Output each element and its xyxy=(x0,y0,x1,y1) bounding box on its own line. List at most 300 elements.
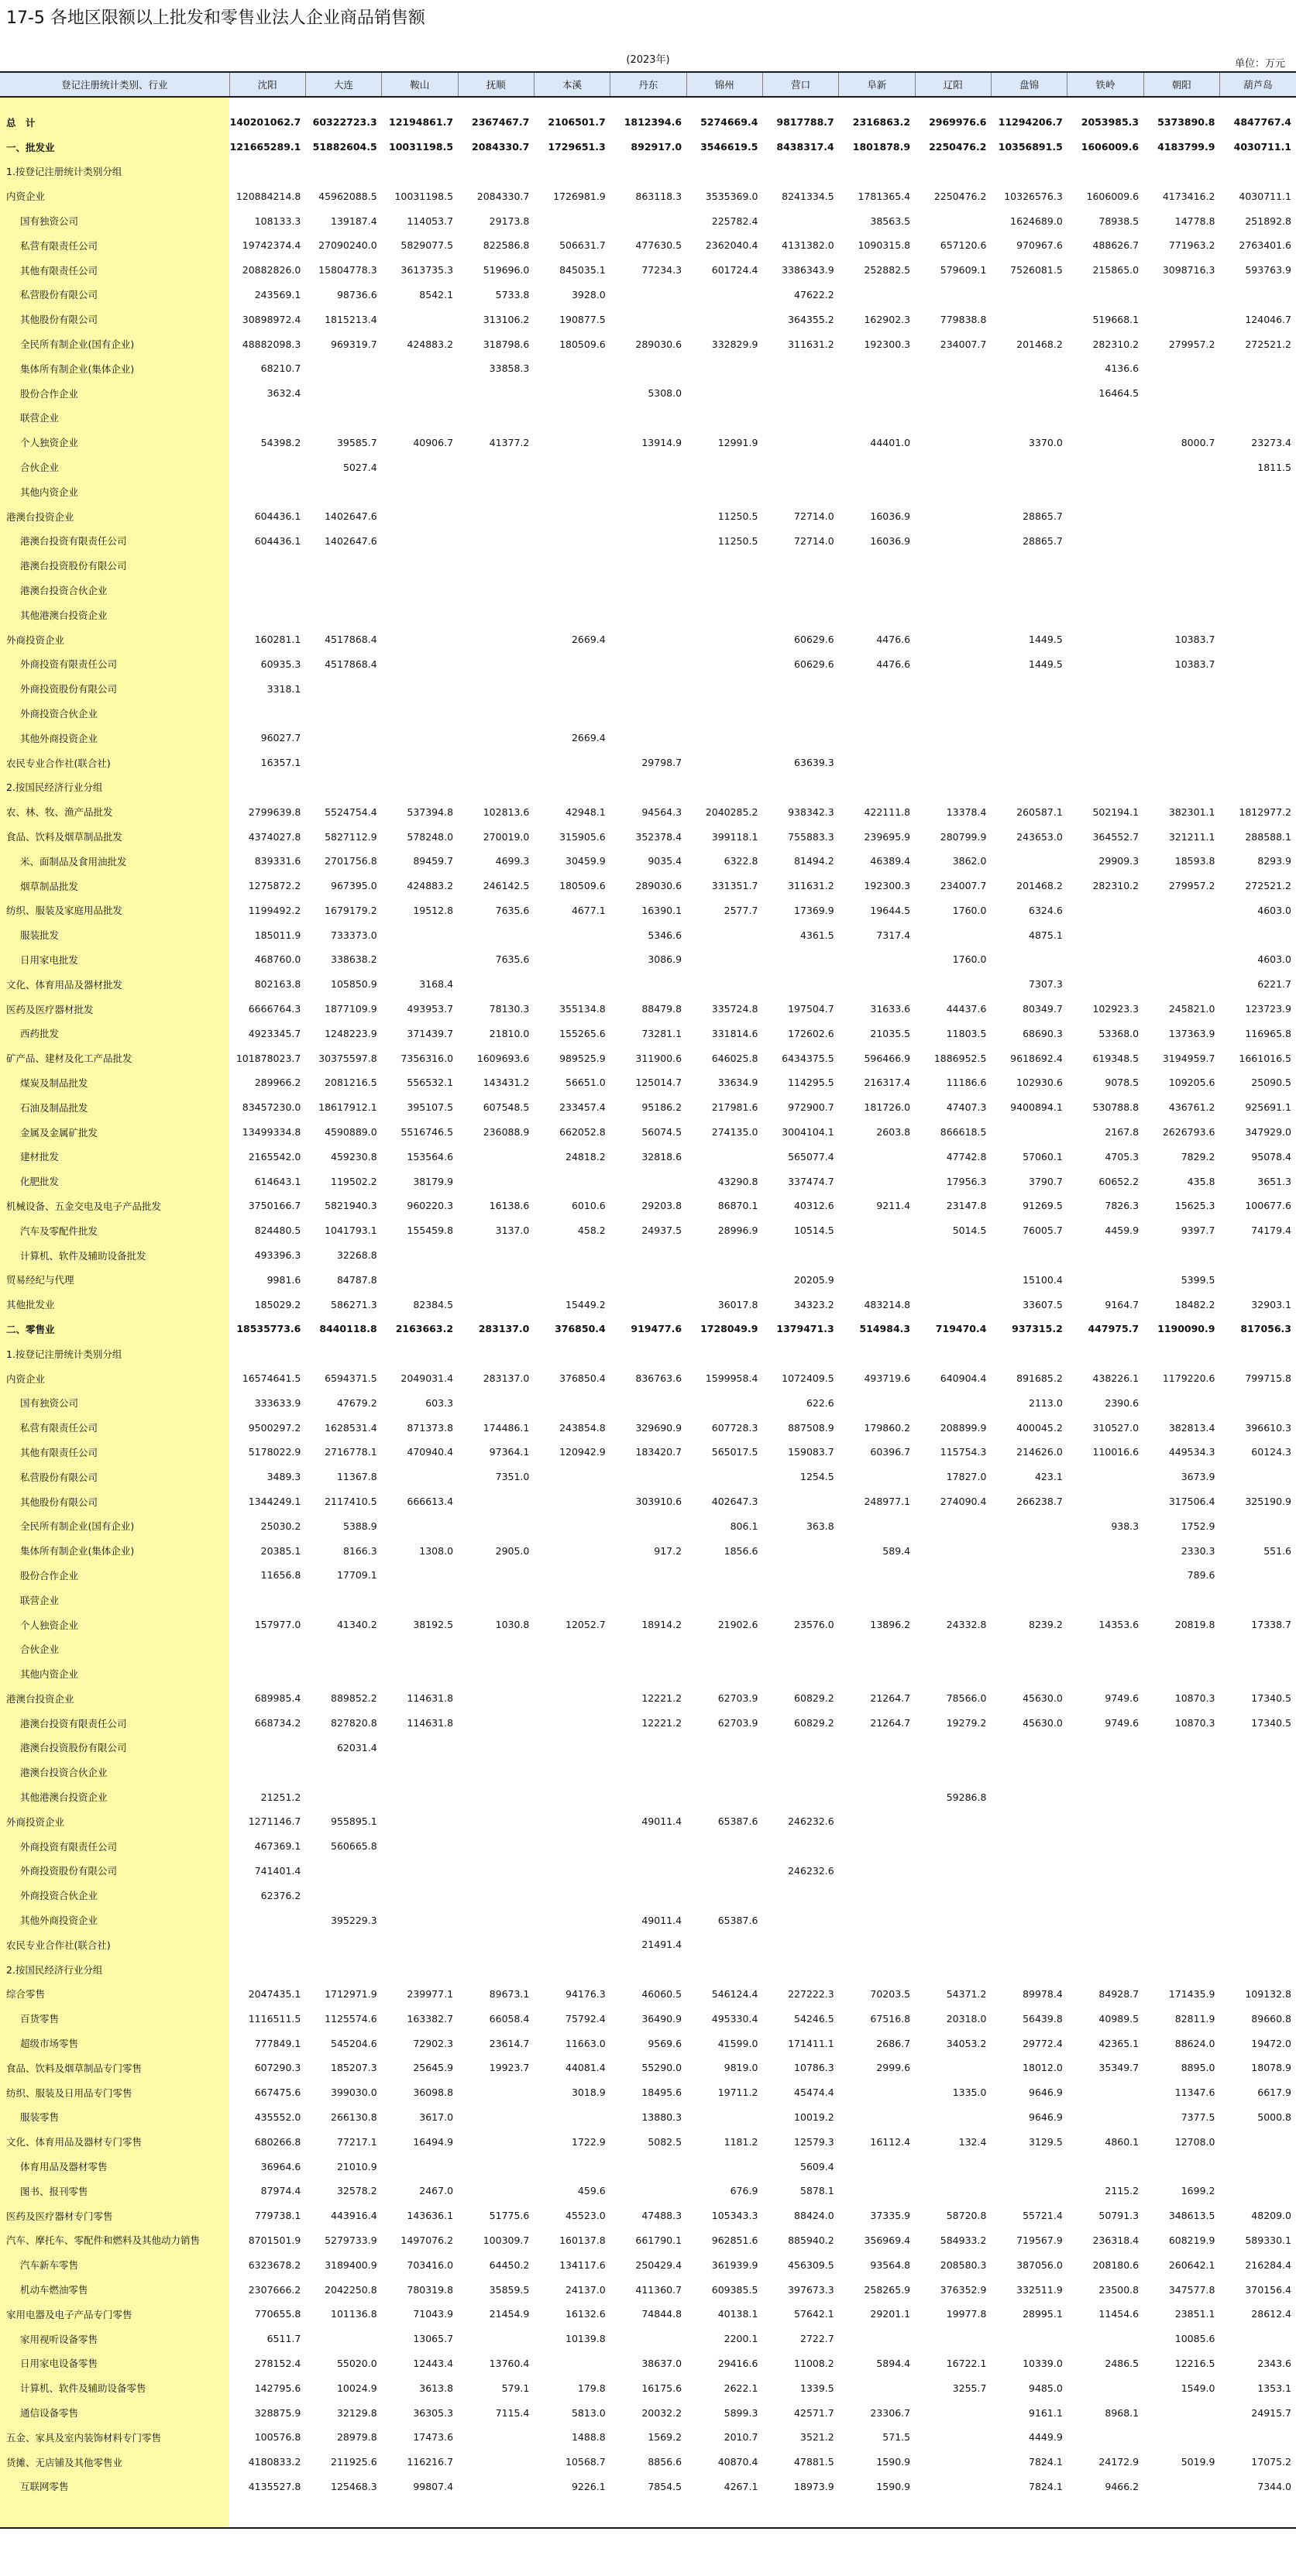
row-label: 矿产品、建材及化工产品批发 xyxy=(0,1046,229,1070)
cell-value xyxy=(382,1513,458,1538)
cell-value: 2084330.7 xyxy=(476,190,530,202)
cell-value xyxy=(534,2154,610,2179)
row-label: 体育用品及器材零售 xyxy=(0,2154,229,2179)
cell-value: 42571.7 xyxy=(794,2406,834,2419)
cell-value xyxy=(915,1538,991,1563)
cell-value: 49011.4 xyxy=(641,1914,682,1926)
cell-value: 17075.2 xyxy=(1251,2456,1291,2468)
row-label: 家用电器及电子产品专门零售 xyxy=(0,2302,229,2327)
cell-value: 185029.2 xyxy=(254,1298,301,1310)
cell-value: 20882826.0 xyxy=(242,264,301,276)
cell-value xyxy=(915,2475,991,2499)
row-label: 农民专业合作社(联合社) xyxy=(0,1932,229,1957)
cell-value xyxy=(915,701,991,726)
cell-value: 1599958.4 xyxy=(705,1372,758,1385)
cell-value xyxy=(1219,1784,1296,1809)
cell-value xyxy=(686,947,762,972)
cell-value: 274135.0 xyxy=(711,1126,758,1139)
cell-value: 24137.0 xyxy=(565,2283,606,2296)
cell-value: 157977.0 xyxy=(254,1619,301,1630)
cell-value: 155459.8 xyxy=(407,1224,454,1237)
row-label: 总 计 xyxy=(0,110,229,135)
table-row xyxy=(0,1637,1296,1661)
cell-value xyxy=(458,578,534,603)
cell-value: 9226.1 xyxy=(571,2480,606,2492)
cell-value xyxy=(1143,1784,1219,1809)
cell-value: 6324.6 xyxy=(1029,904,1063,916)
table-row xyxy=(0,381,1296,406)
cell-value: 459230.8 xyxy=(331,1150,377,1163)
cell-value xyxy=(610,726,686,750)
cell-value: 12443.4 xyxy=(413,2357,454,2369)
cell-value xyxy=(305,1784,381,1809)
row-label: 合伙企业 xyxy=(0,1637,229,1661)
cell-value xyxy=(610,1637,686,1661)
cell-value: 2115.2 xyxy=(1105,2185,1140,2197)
table-title: 17-5 各地区限额以上批发和零售业法人企业商品销售额 xyxy=(6,9,425,28)
cell-value: 248977.1 xyxy=(864,1496,911,1508)
cell-value: 3086.9 xyxy=(648,953,682,966)
cell-value xyxy=(686,1661,762,1686)
cell-value xyxy=(1067,2375,1143,2400)
cell-value xyxy=(1219,504,1296,529)
cell-value xyxy=(991,406,1067,431)
cell-value: 5821940.3 xyxy=(325,1200,377,1212)
cell-value: 10024.9 xyxy=(336,2382,377,2394)
cell-value xyxy=(458,1809,534,1834)
cell-value: 227222.3 xyxy=(788,1987,834,2000)
cell-value: 20318.0 xyxy=(946,2012,987,2025)
cell-value: 2626793.6 xyxy=(1162,1126,1215,1139)
cell-value xyxy=(762,701,838,726)
cell-value: 2330.3 xyxy=(1181,1544,1215,1557)
cell-value xyxy=(229,406,305,431)
cell-value: 260642.1 xyxy=(1168,2258,1215,2271)
cell-value xyxy=(915,603,991,627)
cell-value: 123723.9 xyxy=(1245,1003,1291,1015)
cell-value: 10870.3 xyxy=(1174,1692,1215,1705)
cell-value xyxy=(1219,627,1296,652)
cell-value xyxy=(305,1637,381,1661)
cell-value: 586271.3 xyxy=(331,1298,377,1310)
cell-value: 95186.2 xyxy=(641,1101,682,1114)
cell-value: 13880.3 xyxy=(641,2111,682,2123)
row-label: 2.按国民经济行业分组 xyxy=(0,1957,229,1982)
cell-value xyxy=(610,1859,686,1884)
cell-value xyxy=(915,2425,991,2450)
cell-value xyxy=(305,1957,381,1982)
cell-value: 2722.7 xyxy=(800,2333,834,2345)
cell-value: 23851.1 xyxy=(1174,2308,1215,2320)
cell-value: 99807.4 xyxy=(413,2480,454,2492)
cell-value: 438226.1 xyxy=(1092,1372,1140,1385)
cell-value: 5878.1 xyxy=(800,2185,834,2197)
table-row xyxy=(0,578,1296,603)
row-label: 1.按登记注册统计类别分组 xyxy=(0,1341,229,1366)
cell-value: 24915.7 xyxy=(1251,2406,1291,2419)
cell-value xyxy=(382,1908,458,1932)
cell-value: 530788.8 xyxy=(1092,1101,1140,1114)
cell-value xyxy=(229,603,305,627)
cell-value: 10019.2 xyxy=(794,2111,834,2123)
table-row xyxy=(0,726,1296,750)
table-row xyxy=(0,1267,1296,1292)
cell-value xyxy=(991,1932,1067,1957)
cell-value: 3489.3 xyxy=(266,1471,301,1483)
cell-value xyxy=(1219,1859,1296,1884)
cell-value xyxy=(762,1637,838,1661)
cell-value: 1590.9 xyxy=(876,2480,911,2492)
cell-value xyxy=(610,1784,686,1809)
cell-value xyxy=(458,1908,534,1932)
cell-value xyxy=(382,2499,458,2528)
cell-value: 771963.2 xyxy=(1168,239,1215,252)
cell-value: 607548.5 xyxy=(483,1101,530,1114)
cell-value xyxy=(534,1465,610,1489)
cell-value xyxy=(1143,97,1219,110)
cell-value xyxy=(534,603,610,627)
cell-value: 89978.4 xyxy=(1023,1987,1063,2000)
cell-value xyxy=(839,2327,915,2351)
cell-value xyxy=(458,2105,534,2130)
cell-value: 56439.8 xyxy=(1023,2012,1063,2025)
cell-value xyxy=(1067,504,1143,529)
table-row xyxy=(0,1317,1296,1341)
cell-value xyxy=(229,1588,305,1613)
cell-value xyxy=(458,504,534,529)
row-label: 其他内资企业 xyxy=(0,479,229,504)
table-row xyxy=(0,1243,1296,1268)
cell-value xyxy=(1067,1859,1143,1884)
cell-value xyxy=(991,1809,1067,1834)
cell-value: 32818.6 xyxy=(641,1150,682,1163)
cell-value xyxy=(610,356,686,381)
cell-value: 10870.3 xyxy=(1174,1717,1215,1729)
cell-value: 668734.2 xyxy=(254,1717,301,1729)
cell-value xyxy=(686,1957,762,1982)
cell-value: 18535773.6 xyxy=(236,1323,301,1335)
cell-value: 4374027.8 xyxy=(248,830,301,843)
cell-value: 395229.3 xyxy=(331,1914,377,1926)
cell-value xyxy=(534,922,610,947)
cell-value: 3613735.3 xyxy=(400,264,454,276)
cell-value: 60629.6 xyxy=(794,634,834,646)
cell-value: 1181.2 xyxy=(724,2135,758,2148)
cell-value xyxy=(991,479,1067,504)
cell-value: 76005.7 xyxy=(1023,1224,1063,1237)
cell-value: 4135527.8 xyxy=(248,2480,301,2492)
cell-value: 1569.2 xyxy=(648,2431,682,2444)
cell-value xyxy=(534,1932,610,1957)
cell-value xyxy=(382,479,458,504)
cell-value: 4361.5 xyxy=(800,929,834,941)
row-label: 综合零售 xyxy=(0,1982,229,2007)
cell-value: 23147.8 xyxy=(946,1200,987,1212)
cell-value xyxy=(305,479,381,504)
cell-value: 371439.7 xyxy=(407,1027,454,1039)
cell-value: 435552.0 xyxy=(254,2111,301,2123)
cell-value: 28996.9 xyxy=(717,1224,758,1237)
cell-value: 36098.8 xyxy=(413,2087,454,2099)
cell-value xyxy=(1067,652,1143,677)
table-row xyxy=(0,307,1296,331)
cell-value xyxy=(839,578,915,603)
row-label: 私营有限责任公司 xyxy=(0,233,229,258)
cell-value xyxy=(839,1637,915,1661)
cell-value: 397673.3 xyxy=(788,2283,834,2296)
cell-value: 47488.3 xyxy=(641,2210,682,2222)
row-label: 私营有限责任公司 xyxy=(0,1415,229,1440)
cell-value: 20819.8 xyxy=(1174,1619,1215,1630)
cell-value: 94564.3 xyxy=(641,805,682,818)
row-label: 港澳台投资股份有限公司 xyxy=(0,553,229,578)
cell-value xyxy=(382,1957,458,1982)
table-end-row xyxy=(0,2499,1296,2528)
cell-value: 937315.2 xyxy=(1012,1323,1063,1335)
cell-value xyxy=(1143,2154,1219,2179)
cell-value: 399030.0 xyxy=(331,2087,377,2099)
cell-value xyxy=(1067,160,1143,184)
cell-value xyxy=(534,1686,610,1711)
cell-value: 91269.5 xyxy=(1023,1200,1063,1212)
cell-value: 108133.3 xyxy=(254,215,301,227)
cell-value xyxy=(915,1267,991,1292)
cell-value: 13499334.8 xyxy=(242,1126,301,1139)
cell-value: 60829.2 xyxy=(794,1717,834,1729)
cell-value: 42948.1 xyxy=(565,805,606,818)
cell-value xyxy=(915,356,991,381)
cell-value: 4875.1 xyxy=(1029,929,1063,941)
cell-value xyxy=(534,406,610,431)
cell-value: 44437.6 xyxy=(946,1003,987,1015)
row-label: 港澳台投资合伙企业 xyxy=(0,1760,229,1784)
cell-value xyxy=(610,1563,686,1588)
table-row xyxy=(0,356,1296,381)
cell-value xyxy=(915,1736,991,1760)
cell-value: 289030.6 xyxy=(635,338,682,350)
cell-value xyxy=(305,775,381,800)
cell-value xyxy=(305,1883,381,1908)
cell-value: 11294206.7 xyxy=(998,116,1063,129)
cell-value xyxy=(1067,947,1143,972)
cell-value xyxy=(991,1908,1067,1932)
table-row xyxy=(0,2375,1296,2400)
cell-value xyxy=(1143,406,1219,431)
cell-value: 8440118.8 xyxy=(319,1323,377,1335)
cell-value: 827820.8 xyxy=(331,1717,377,1729)
cell-value: 36305.3 xyxy=(413,2406,454,2419)
cell-value: 310527.0 xyxy=(1092,1421,1140,1434)
cell-value: 23306.7 xyxy=(870,2406,911,2419)
cell-value xyxy=(382,1637,458,1661)
cell-value: 116216.7 xyxy=(407,2456,454,2468)
cell-value: 16175.6 xyxy=(641,2382,682,2394)
cell-value: 65387.6 xyxy=(717,1815,758,1828)
cell-value xyxy=(686,1390,762,1415)
row-label: 建材批发 xyxy=(0,1144,229,1169)
cell-value: 579609.1 xyxy=(940,264,987,276)
cell-value xyxy=(458,1341,534,1366)
cell-value: 16722.1 xyxy=(946,2357,987,2369)
table-row xyxy=(0,676,1296,701)
cell-value: 30375597.8 xyxy=(318,1052,377,1064)
cell-value: 10326576.3 xyxy=(1004,190,1063,202)
cell-value: 2040285.2 xyxy=(705,805,758,818)
cell-value: 10786.3 xyxy=(794,2062,834,2074)
cell-value: 60829.2 xyxy=(794,1692,834,1705)
cell-value: 1699.2 xyxy=(1181,2185,1215,2197)
cell-value: 519696.0 xyxy=(483,264,530,276)
cell-value: 16036.9 xyxy=(870,510,911,523)
cell-value: 171411.1 xyxy=(788,2037,834,2049)
cell-value xyxy=(1067,2327,1143,2351)
cell-value xyxy=(839,455,915,479)
cell-value: 4030711.1 xyxy=(1233,141,1291,153)
cell-value xyxy=(458,381,534,406)
cell-value: 4173416.2 xyxy=(1162,190,1215,202)
cell-value: 153564.6 xyxy=(407,1150,454,1163)
cell-value: 60396.7 xyxy=(870,1446,911,1458)
cell-value: 376850.4 xyxy=(555,1323,606,1335)
cell-value: 1812394.6 xyxy=(624,116,682,129)
cell-value xyxy=(1067,1267,1143,1292)
cell-value: 45630.0 xyxy=(1023,1692,1063,1705)
cell-value: 4459.9 xyxy=(1105,1224,1140,1237)
cell-value: 1812977.2 xyxy=(1239,805,1291,818)
table-row xyxy=(0,1613,1296,1637)
cell-value xyxy=(534,160,610,184)
cell-value xyxy=(382,578,458,603)
cell-value: 3168.4 xyxy=(419,978,454,991)
cell-value: 303910.6 xyxy=(635,1496,682,1508)
table-row xyxy=(0,1982,1296,2007)
cell-value xyxy=(610,1169,686,1194)
cell-value xyxy=(1143,1760,1219,1784)
cell-value: 15449.2 xyxy=(565,1298,606,1310)
row-label: 服装批发 xyxy=(0,922,229,947)
cell-value: 424883.2 xyxy=(407,880,454,892)
cell-value: 2163663.2 xyxy=(395,1323,454,1335)
cell-value xyxy=(762,1736,838,1760)
cell-value xyxy=(1143,1932,1219,1957)
cell-value: 4476.6 xyxy=(876,658,911,670)
cell-value xyxy=(229,701,305,726)
cell-value xyxy=(534,1169,610,1194)
cell-value xyxy=(382,2154,458,2179)
header-region: 大连 xyxy=(305,72,381,97)
cell-value: 12708.0 xyxy=(1174,2135,1215,2148)
cell-value xyxy=(534,1513,610,1538)
cell-value xyxy=(610,1760,686,1784)
cell-value: 7829.2 xyxy=(1181,1150,1215,1163)
cell-value xyxy=(534,947,610,972)
cell-value: 81494.2 xyxy=(794,855,834,867)
cell-value: 657120.6 xyxy=(940,239,987,252)
cell-value xyxy=(762,1243,838,1268)
cell-value: 2969976.6 xyxy=(929,116,987,129)
cell-value xyxy=(1067,1637,1143,1661)
cell-value: 246232.6 xyxy=(788,1815,834,1828)
cell-value xyxy=(534,553,610,578)
cell-value: 1760.0 xyxy=(952,953,987,966)
cell-value: 29416.6 xyxy=(717,2357,758,2369)
cell-value xyxy=(1143,676,1219,701)
cell-value: 382301.1 xyxy=(1168,805,1215,818)
cell-value: 119502.2 xyxy=(331,1175,377,1187)
cell-value: 25645.9 xyxy=(413,2062,454,2074)
cell-value: 171435.9 xyxy=(1168,1987,1215,2000)
cell-value: 13914.9 xyxy=(641,436,682,448)
cell-value: 9035.4 xyxy=(648,855,682,867)
table-row xyxy=(0,1661,1296,1686)
table-row xyxy=(0,1465,1296,1489)
cell-value xyxy=(1219,701,1296,726)
cell-value: 396610.3 xyxy=(1245,1421,1291,1434)
table-row xyxy=(0,1563,1296,1588)
cell-value xyxy=(610,972,686,997)
cell-value: 180509.6 xyxy=(559,338,606,350)
cell-value: 47881.5 xyxy=(794,2456,834,2468)
cell-value: 19472.0 xyxy=(1251,2037,1291,2049)
cell-value: 190877.5 xyxy=(559,313,606,325)
cell-value: 5014.5 xyxy=(952,1224,987,1237)
cell-value xyxy=(915,1809,991,1834)
row-label: 私营股份有限公司 xyxy=(0,283,229,307)
cell-value: 5346.6 xyxy=(648,929,682,941)
cell-value xyxy=(1219,1465,1296,1489)
table-row xyxy=(0,1932,1296,1957)
cell-value xyxy=(382,1809,458,1834)
cell-value xyxy=(382,676,458,701)
cell-value: 16132.6 xyxy=(565,2308,606,2320)
cell-value xyxy=(686,1932,762,1957)
cell-value xyxy=(610,652,686,677)
cell-value: 755883.3 xyxy=(788,830,834,843)
cell-value xyxy=(610,1341,686,1366)
cell-value: 163382.7 xyxy=(407,2012,454,2025)
cell-value: 7307.3 xyxy=(1029,978,1063,991)
cell-value: 9485.0 xyxy=(1029,2382,1063,2394)
cell-value: 11367.8 xyxy=(336,1471,377,1483)
table-row xyxy=(0,627,1296,652)
cell-value: 23614.7 xyxy=(489,2037,530,2049)
cell-value: 13896.2 xyxy=(870,1619,911,1630)
row-label: 个人独资企业 xyxy=(0,1613,229,1637)
cell-value xyxy=(534,430,610,455)
cell-value xyxy=(915,1243,991,1268)
cell-value: 18482.2 xyxy=(1174,1298,1215,1310)
row-label: 煤炭及制品批发 xyxy=(0,1070,229,1095)
cell-value xyxy=(762,160,838,184)
cell-value xyxy=(534,2105,610,2130)
cell-value: 4860.1 xyxy=(1105,2135,1140,2148)
cell-value: 10383.7 xyxy=(1174,634,1215,646)
cell-value: 2117410.5 xyxy=(325,1496,377,1508)
cell-value: 38192.5 xyxy=(413,1619,454,1630)
row-label: 汽车、摩托车、零配件和燃料及其他动力销售 xyxy=(0,2228,229,2253)
cell-value: 120884214.8 xyxy=(235,190,301,202)
table-row xyxy=(0,1883,1296,1908)
cell-value: 2081216.5 xyxy=(325,1077,377,1089)
cell-value xyxy=(458,2499,534,2528)
cell-value xyxy=(1143,2475,1219,2499)
cell-value: 337474.7 xyxy=(788,1175,834,1187)
cell-value xyxy=(610,1661,686,1686)
cell-value xyxy=(305,2499,381,2528)
cell-value: 4705.3 xyxy=(1105,1150,1140,1163)
cell-value: 12221.2 xyxy=(641,1717,682,1729)
cell-value xyxy=(1219,1932,1296,1957)
